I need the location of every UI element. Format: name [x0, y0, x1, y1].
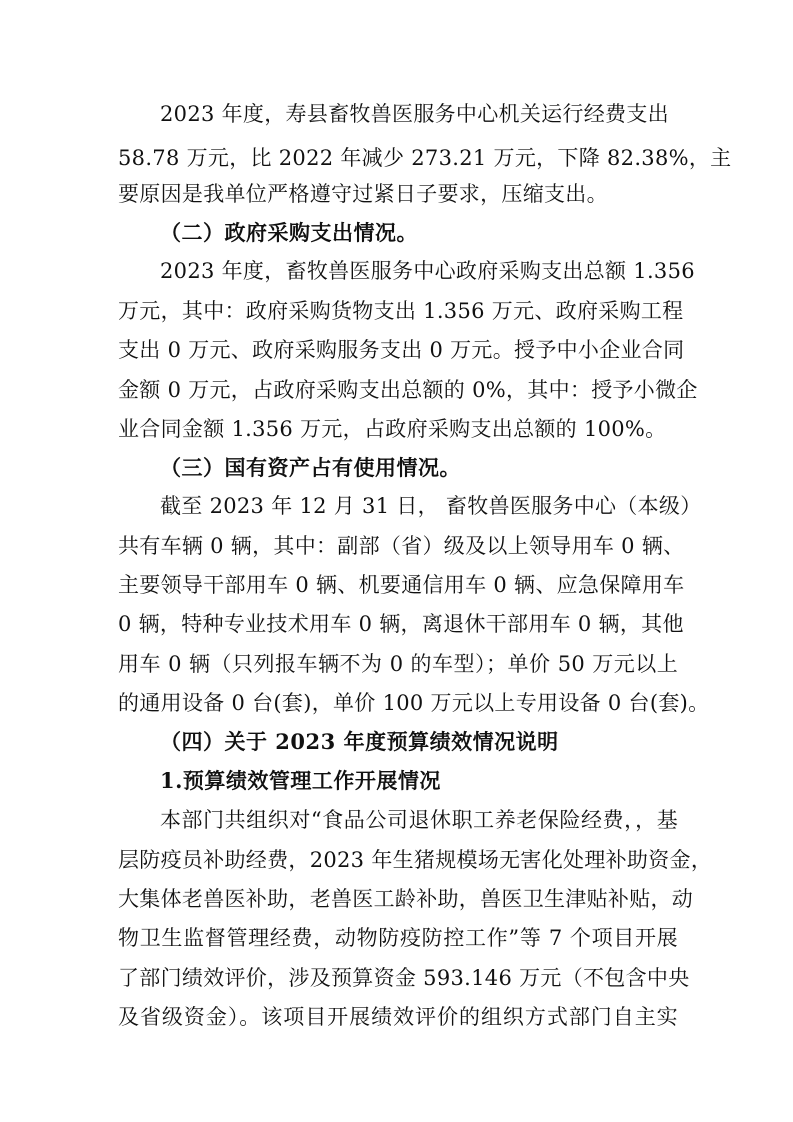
paragraph-line: 截至 2023 年 12 月 31 日， 畜牧兽医服务中心（本级） [160, 494, 702, 518]
paragraph-line: 共有车辆 0 辆，其中：副部（省）级及以上领导用车 0 辆、 [118, 534, 685, 558]
paragraph-line: 要原因是我单位严格遵守过紧日子要求，压缩支出。 [118, 182, 608, 206]
paragraph-line: 的通用设备 0 台(套)，单价 100 万元以上专用设备 0 台(套)。 [118, 691, 710, 715]
section-heading: （二）政府采购支出情况。 [160, 220, 418, 245]
paragraph-line: 业合同金额 1.356 万元，占政府采购支出总额的 100%。 [118, 417, 667, 441]
paragraph-line: 2023 年度，畜牧兽医服务中心政府采购支出总额 1.356 [160, 259, 695, 283]
section-heading: （四）关于 2023 年度预算绩效情况说明 [160, 729, 559, 754]
paragraph-line: 及省级资金）。该项目开展绩效评价的组织方式部门自主实 [118, 1005, 678, 1029]
paragraph-line: 层防疫员补助经费，2023 年生猪规模场无害化处理补助资金， [118, 848, 713, 872]
paragraph-line: 用车 0 辆（只列报车辆不为 0 的车型）；单价 50 万元以上 [118, 652, 678, 676]
paragraph-line: 2023 年度，寿县畜牧兽医服务中心机关运行经费支出 [160, 102, 669, 126]
subsection-heading: 1.预算绩效管理工作开展情况 [160, 768, 441, 793]
paragraph-line: 万元，其中：政府采购货物支出 1.356 万元、政府采购工程 [118, 299, 684, 323]
paragraph-line: 金额 0 万元，占政府采购支出总额的 0%，其中：授予小微企 [118, 378, 698, 402]
paragraph-line: 了部门绩效评价，涉及预算资金 593.146 万元（不包含中央 [118, 966, 690, 990]
paragraph-line: 物卫生监督管理经费，动物防疫防控工作”等 7 个项目开展 [118, 926, 678, 950]
paragraph-line: 0 辆，特种专业技术用车 0 辆，离退休干部用车 0 辆，其他 [118, 612, 684, 636]
section-heading: （三）国有资产占有使用情况。 [160, 455, 461, 480]
paragraph-line: 大集体老兽医补助，老兽医工龄补助，兽医卫生津贴补贴，动 [118, 887, 694, 911]
paragraph-line: 主要领导干部用车 0 辆、机要通信用车 0 辆、应急保障用车 [118, 573, 685, 597]
paragraph-line: 58.78 万元，比 2022 年减少 273.21 万元，下降 82.38%，主 [118, 146, 732, 170]
paragraph-line: 支出 0 万元、政府采购服务支出 0 万元。授予中小企业合同 [118, 338, 685, 362]
paragraph-line: 本部门共组织对“食品公司退休职工养老保险经费，，基 [160, 808, 678, 832]
